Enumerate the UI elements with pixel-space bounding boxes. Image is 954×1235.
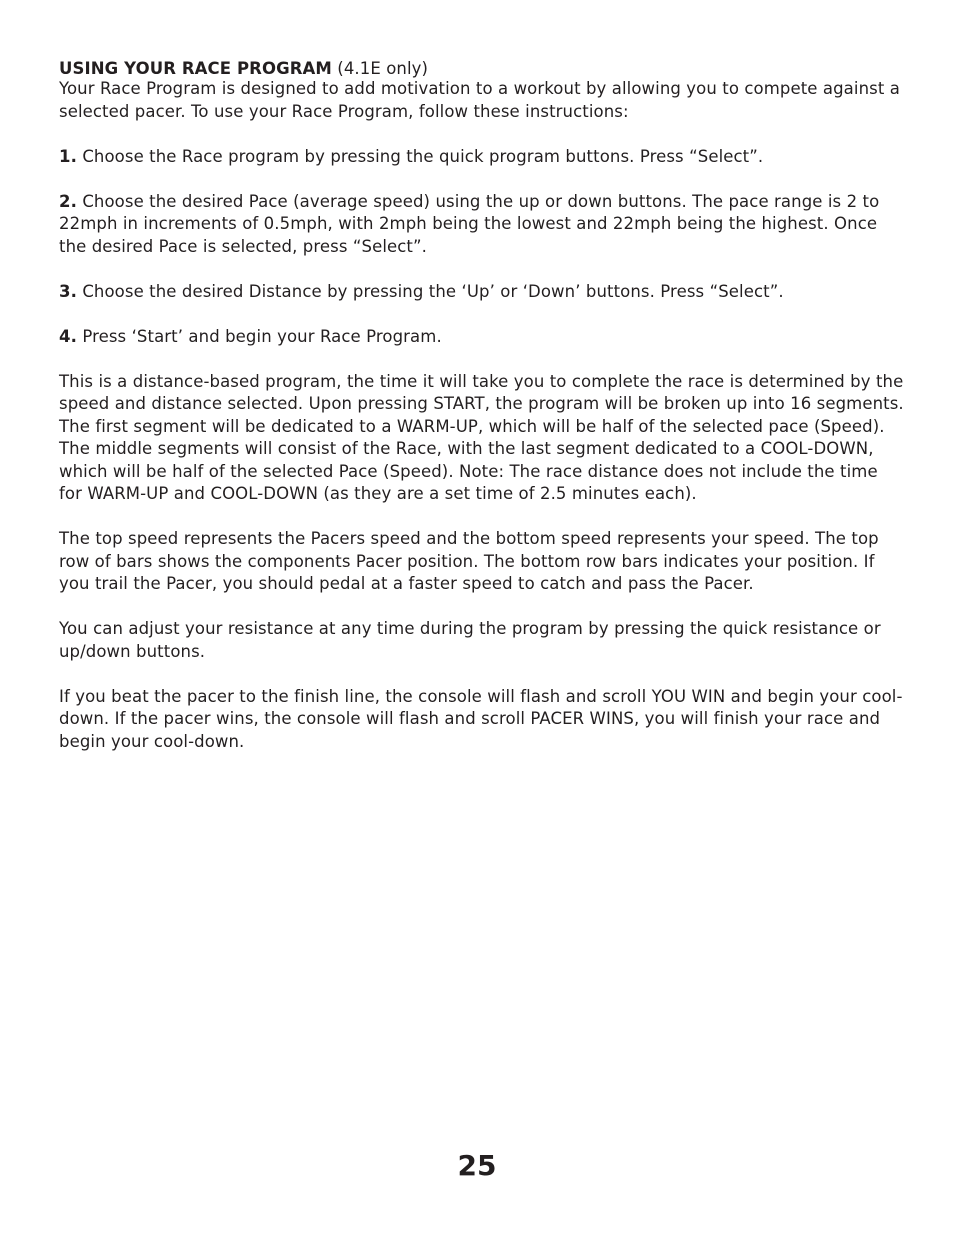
step-3-number: 3.	[59, 281, 77, 301]
step-4-text: Press ‘Start’ and begin your Race Program.	[82, 326, 442, 346]
resistance-paragraph: You can adjust your resistance at any time during the program by pressing the quick resistance or up/down buttons.	[59, 619, 881, 661]
step-1	[59, 146, 904, 169]
distance-program-paragraph: This is a distance-based program, the time it will take you to complete the race is determined by the speed and distance selected. Upon pressing START, the program will be broken up into 16 segments. The first segment will be dedicated to a WARM-UP, which will be half of the selected pace (Speed). The middle segments will consist of the Race, with the last segment dedicated to a COOL-DOWN, which will be half of the selected Pace (Speed). Note: The race distance does not include the time for WARM-UP and COOL-DOWN (as they are a set time of 2.5 minutes each).	[59, 371, 904, 503]
step-3-text: Choose the desired Distance by pressing the ‘Up’ or ‘Down’ buttons. Press “Select”.	[82, 281, 784, 301]
intro-paragraph: Your Race Program is designed to add motivation to a workout by allowing you to compete against a selected pacer. To use your Race Program, follow these instructions:	[59, 79, 900, 121]
step-3	[59, 281, 904, 304]
page-number: 25	[457, 1149, 497, 1182]
finish-paragraph: If you beat the pacer to the finish line, the console will flash and scroll YOU WIN and begin your cool-down. If the pacer wins, the console will flash and scroll PACER WINS, you will finish your race and begin your cool-down.	[59, 686, 903, 751]
section-title: USING YOUR RACE PROGRAM	[59, 59, 332, 78]
step-2-text: Choose the desired Pace (average speed) using the up or down buttons. The pace range is 2 to 22mph in increments of 0.5mph, with 2mph being the lowest and 22mph being the highest. Once the desired Pace is selected, press “Select”.	[59, 191, 880, 256]
step-2	[59, 191, 904, 259]
speed-display-paragraph: The top speed represents the Pacers speed and the bottom speed represents your speed. The top row of bars shows the components Pacer position. The bottom row bars indicates your position. If you trail the Pacer, you should pedal at a faster speed to catch and pass the Pacer.	[59, 529, 879, 593]
section-qualifier: (4.1E only)	[337, 59, 429, 78]
page-content	[59, 60, 904, 776]
step-2-number: 2.	[59, 191, 77, 211]
step-4-number: 4.	[59, 326, 77, 346]
section-heading	[59, 60, 904, 78]
step-1-text: Choose the Race program by pressing the quick program buttons. Press “Select”.	[82, 146, 764, 166]
step-4	[59, 326, 904, 349]
step-1-number: 1.	[59, 146, 77, 166]
